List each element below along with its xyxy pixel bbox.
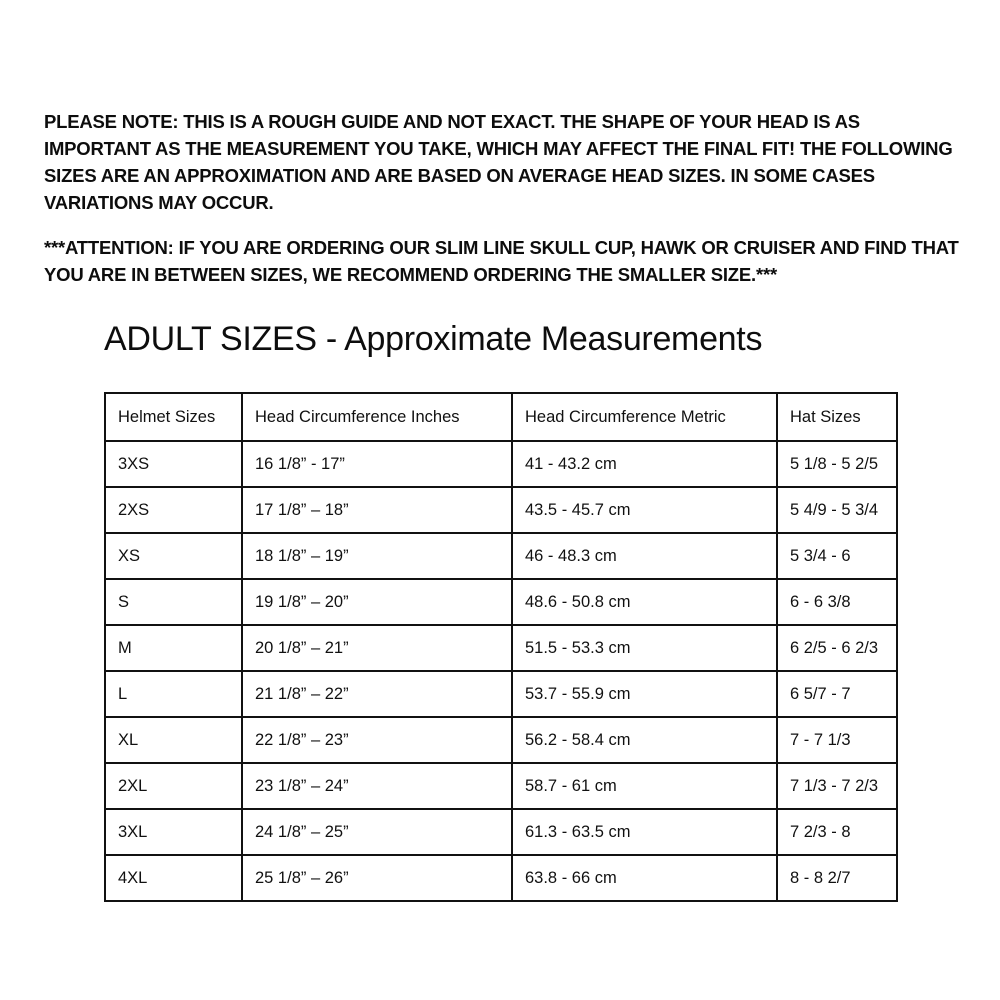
page-title: ADULT SIZES - Approximate Measurements <box>104 320 763 358</box>
cell-metric: 48.6 - 50.8 cm <box>512 579 777 625</box>
cell-hat-size: 6 - 6 3/8 <box>777 579 897 625</box>
table-header <box>105 393 897 441</box>
cell-metric: 61.3 - 63.5 cm <box>512 809 777 855</box>
cell-metric: 46 - 48.3 cm <box>512 533 777 579</box>
cell-helmet-size: 2XS <box>105 487 242 533</box>
cell-helmet-size: 2XL <box>105 763 242 809</box>
table-row <box>105 809 897 855</box>
cell-inches: 20 1/8” – 21” <box>242 625 512 671</box>
cell-metric: 41 - 43.2 cm <box>512 441 777 487</box>
cell-hat-size: 5 1/8 - 5 2/5 <box>777 441 897 487</box>
cell-hat-size: 7 - 7 1/3 <box>777 717 897 763</box>
cell-metric: 63.8 - 66 cm <box>512 855 777 901</box>
note-paragraph-2: ***ATTENTION: IF YOU ARE ORDERING OUR SLIM LINE SKULL CUP, HAWK OR CRUISER AND FIND THAT YOU ARE IN BETWEEN SIZES, WE RECOMMEND ORDERING THE SMALLER SIZE.*** <box>44 237 959 285</box>
column-header-head-circumference-inches: Head Circumference Inches <box>242 393 512 441</box>
table-header-row <box>105 393 897 441</box>
cell-helmet-size: XS <box>105 533 242 579</box>
table-row <box>105 855 897 901</box>
cell-metric: 58.7 - 61 cm <box>512 763 777 809</box>
column-header-helmet-sizes: Helmet Sizes <box>105 393 242 441</box>
table-row <box>105 441 897 487</box>
cell-metric: 43.5 - 45.7 cm <box>512 487 777 533</box>
cell-hat-size: 8 - 8 2/7 <box>777 855 897 901</box>
cell-hat-size: 7 2/3 - 8 <box>777 809 897 855</box>
cell-hat-size: 6 2/5 - 6 2/3 <box>777 625 897 671</box>
cell-hat-size: 5 3/4 - 6 <box>777 533 897 579</box>
table-row <box>105 625 897 671</box>
cell-helmet-size: L <box>105 671 242 717</box>
cell-inches: 24 1/8” – 25” <box>242 809 512 855</box>
cell-inches: 25 1/8” – 26” <box>242 855 512 901</box>
cell-hat-size: 6 5/7 - 7 <box>777 671 897 717</box>
notes-block <box>44 108 964 306</box>
cell-inches: 18 1/8” – 19” <box>242 533 512 579</box>
cell-metric: 53.7 - 55.9 cm <box>512 671 777 717</box>
cell-metric: 51.5 - 53.3 cm <box>512 625 777 671</box>
size-chart-table <box>104 392 898 902</box>
cell-helmet-size: 3XL <box>105 809 242 855</box>
cell-inches: 19 1/8” – 20” <box>242 579 512 625</box>
cell-helmet-size: 4XL <box>105 855 242 901</box>
cell-inches: 23 1/8” – 24” <box>242 763 512 809</box>
cell-helmet-size: XL <box>105 717 242 763</box>
cell-inches: 22 1/8” – 23” <box>242 717 512 763</box>
table-row <box>105 671 897 717</box>
column-header-head-circumference-metric: Head Circumference Metric <box>512 393 777 441</box>
cell-helmet-size: S <box>105 579 242 625</box>
cell-hat-size: 7 1/3 - 7 2/3 <box>777 763 897 809</box>
note-paragraph-1: PLEASE NOTE: THIS IS A ROUGH GUIDE AND NOT EXACT. THE SHAPE OF YOUR HEAD IS AS IMPORTANT AS THE MEASUREMENT YOU TAKE, WHICH MAY AFFECT THE FINAL FIT! THE FOLLOWING SIZES ARE AN APPROXIMATION AND ARE BASED ON AVERAGE HEAD SIZES. IN SOME CASES VARIATIONS MAY OCCUR. <box>44 111 953 213</box>
table-body <box>105 441 897 901</box>
cell-inches: 21 1/8” – 22” <box>242 671 512 717</box>
table-row <box>105 487 897 533</box>
table-row <box>105 579 897 625</box>
cell-inches: 17 1/8” – 18” <box>242 487 512 533</box>
column-header-hat-sizes: Hat Sizes <box>777 393 897 441</box>
cell-helmet-size: 3XS <box>105 441 242 487</box>
table-row <box>105 763 897 809</box>
cell-helmet-size: M <box>105 625 242 671</box>
cell-metric: 56.2 - 58.4 cm <box>512 717 777 763</box>
table-row <box>105 533 897 579</box>
cell-hat-size: 5 4/9 - 5 3/4 <box>777 487 897 533</box>
cell-inches: 16 1/8” - 17” <box>242 441 512 487</box>
table-row <box>105 717 897 763</box>
